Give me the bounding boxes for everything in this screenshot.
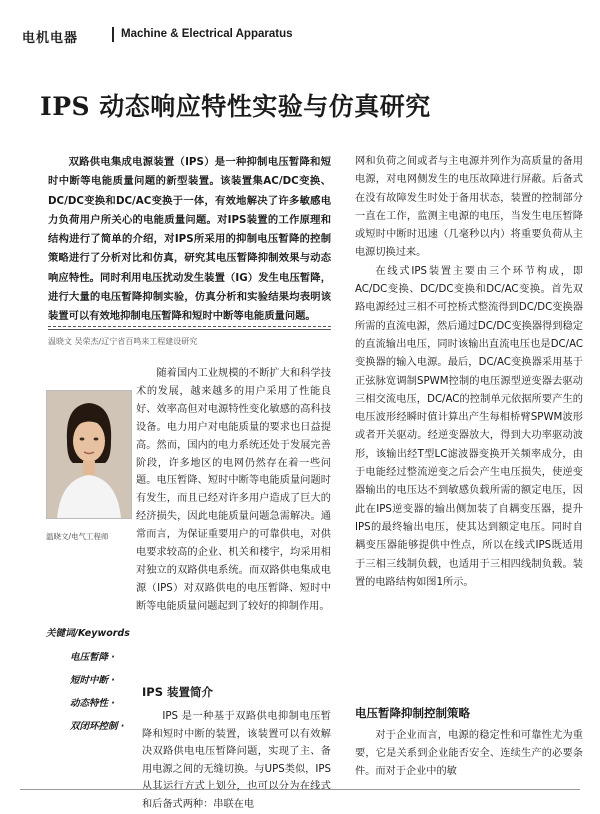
keywords-title: 关键词/Keywords [46,628,130,639]
control-strategy-block [355,727,583,781]
right-paragraph-continued: 网和负荷之间或者与主电源并列作为高质量的备用电源，对电网侧发生的电压故障进行屏蔽。后备式在没有故障发生时处于备用状态，装置的控制部分一直在工作，监测主电源的电压，当发生电压暂降或短时中断时迅速（几毫秒以内）将重要负荷从主电源切换过来。 [355,156,583,259]
keyword-item: 电压暂降 · [70,652,115,663]
section-heading-control-strategy: 电压暂降抑制控制策略 [355,706,470,720]
photo-caption: 温晓文/电气工程师 [46,532,109,541]
section-heading-ips: IPS 装置简介 [142,685,213,699]
right-column [355,153,583,592]
article-title: IPS 动态响应特性实验与仿真研究 [40,92,431,121]
intro-paragraph: 随着国内工业规模的不断扩大和科学技术的发展，越来越多的用户采用了性能良好、效率高但对电源特性变化敏感的高科技设备。电力用户对电能质量的要求也日益提高。然而，国内的电力系统还处于发展完善阶段，许多地区的电网仍然存在着一些问题。电压暂降、短时中断等电能质量问题时有发生，而且已经对许多用户造成了巨大的经济损失，因此电能质量问题急需解决。通常而言，为保证重要用户的可靠供电，对供电要求较高的企业、机关和楼宇，均采用相对独立的双路供电系统。而双路供电集成电源（IPS）对双路供电的电压暂降、短时中断等电能质量问题起到了较好的抑制作用。 [136,368,331,612]
page-header [20,24,580,46]
footer-rule [20,789,580,790]
keyword-item: 动态特性 · [70,698,115,709]
control-strategy-paragraph: 对于企业而言，电源的稳定性和可靠性尤为重要，它是关系到企业能否安全、连续生产的必要条件。而对于企业中的敏 [355,730,583,777]
journal-name-en: Machine & Electrical Apparatus [121,28,293,40]
ips-paragraph-block [142,708,331,814]
author-photo [46,390,132,519]
abstract-divider-dashed [48,326,331,327]
right-paragraph-structure: 在线式IPS装置主要由三个环节构成，即AC/DC变换、DC/DC变换和DC/AC变换。首先双路电源经过三相不可控桥式整流得到DC/DC变换器所需的直流电源，然后通过DC/DC变换器得到稳定的直流输出电压，同时该输出直流电压也是DC/AC变换器的输入电源。最后，DC/AC变换器采用基于正弦脉宽调制SPWM控制的电压源型逆变器去驱动三相交流电压，DC/AC的控制单元依据所要产生的电压波形经瞬时值计算出产生每相桥臂SPWM波形或者开关驱动。经逆变器放大，得到大功率驱动波形，该输出经T型LC滤波器变换开关频率成分，由于电能经过整流逆变之后会产生电压损失，使逆变器输出的电压达不到敏感负载所需的额定电压，因此在IPS逆变器的输出侧加装了自耦变压器，提升IPS的最终输出电压，使其达到额定电压。同时自耦变压器能够提供中性点，所以在线式IPS既适用于三相三线制负载，也适用于三相四线制负载。装置的电路结构如图1所示。 [355,265,583,588]
keyword-item: 短时中断 · [70,675,115,686]
header-divider [112,27,114,42]
keyword-item: 双闭环控制 · [70,721,125,732]
author-portrait-image [47,391,131,518]
abstract-text: 双路供电集成电源装置（IPS）是一种抑制电压暂降和短时中断等电能质量问题的新型装置。该装置集AC/DC变换、DC/DC变换和DC/AC变换于一体，有效地解决了许多敏感电力负荷用户所关心的电能质量问题。对IPS装置的工作原理和结构进行了简单的介绍，对IPS所采用的抑制电压暂降的控制策略进行了分析对比和仿真，研究其电压暂降抑制效果与动态响应特性。同时利用电压扰动发生装置（IG）发生电压暂降，进行大量的电压暂降抑制实验，仿真分析和实验结果均表明该装置可以有效地抑制电压暂降和短时中断等电能质量问题。 [48,156,331,323]
abstract-divider-solid [48,329,331,330]
intro-paragraph-block [136,365,331,616]
author-line: 温晓文 吴荣杰/辽宁省百鸣来工程建设研究 [48,337,198,346]
ips-paragraph: IPS 是一种基于双路供电抑制电压暂降和短时中断的装置，该装置可以有效解决双路供电电压暂降问题，实现了主、备用电源之间的无缝切换。与UPS类似，IPS从其运行方式上划分，也可以分为在线式和后备式两种：串联在电 [142,711,331,810]
keywords-list [70,646,124,738]
abstract [48,153,331,327]
journal-name-cn: 电机电器 [22,31,79,46]
